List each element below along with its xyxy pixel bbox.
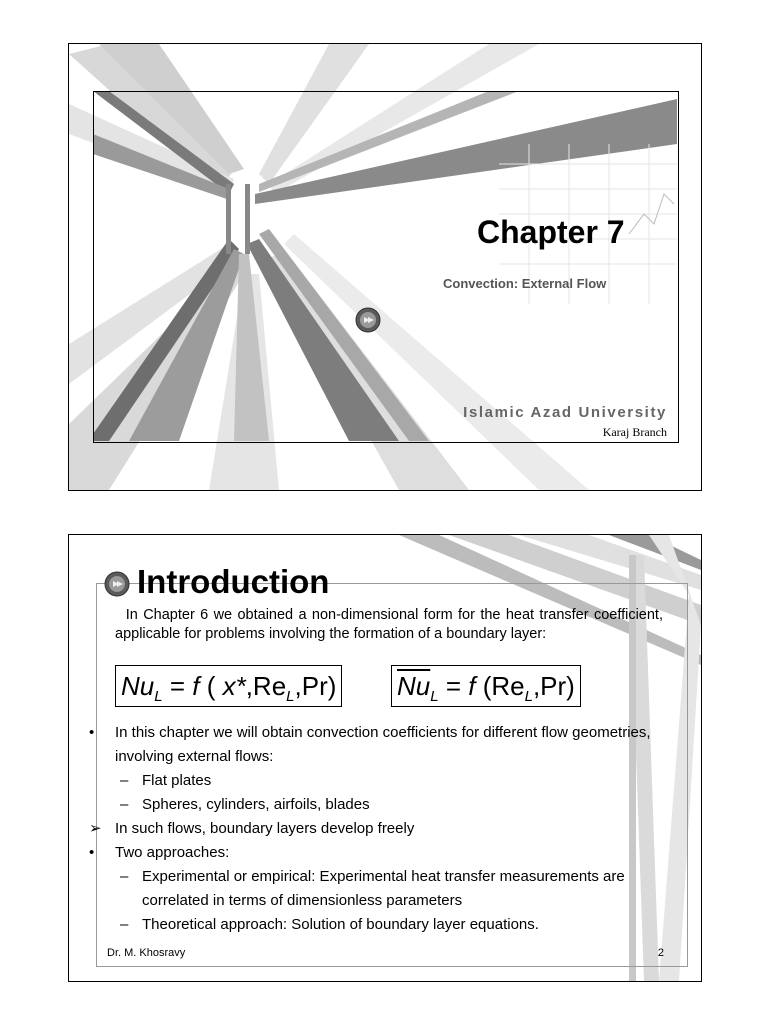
chapter-subtitle: Convection: External Flow xyxy=(443,276,607,291)
list-item: ➢ In such flows, boundary layers develop freely xyxy=(87,817,687,841)
bullet-marker: – xyxy=(120,772,129,789)
list-item: • Two approaches: xyxy=(87,841,687,865)
list-item: – Flat plates xyxy=(87,769,687,793)
arrow-circle-icon xyxy=(104,571,130,597)
bullet-marker: – xyxy=(120,916,129,933)
intro-paragraph: In Chapter 6 we obtained a non-dimensional form for the heat transfer coefficient, applicable for problems involving the formation of a boundary layer: xyxy=(115,607,663,642)
equation-local: $Nu_L = f$ ( $x*,Re_L,Pr$) xyxy=(115,665,342,707)
bullet-marker: • xyxy=(89,844,95,861)
page-number: 2 xyxy=(657,947,664,959)
title-frame xyxy=(93,91,679,443)
bullet-list xyxy=(87,721,687,937)
bullet-marker: – xyxy=(120,796,129,813)
list-item: • In this chapter we will obtain convection coefficients for different flow geometries, involving external flows: xyxy=(87,721,687,769)
content-slide xyxy=(68,534,702,982)
list-item: – Theoretical approach: Solution of boundary layer equations. xyxy=(87,913,687,937)
equation-average: $\overline{Nu}_L = f$ $(Re_L,Pr)$ xyxy=(391,665,581,707)
branch-name: Karaj Branch xyxy=(602,425,667,439)
title-slide xyxy=(68,43,702,491)
footer-author: Dr. M. Khosravy xyxy=(107,947,186,959)
chapter-title: Chapter 7 xyxy=(477,214,625,250)
bullet-marker: – xyxy=(120,868,129,885)
list-item: – Spheres, cylinders, airfoils, blades xyxy=(87,793,687,817)
arrow-bullet-icon: ➢ xyxy=(89,820,102,837)
arrow-circle-icon xyxy=(355,307,381,333)
list-item: – Experimental or empirical: Experimental heat transfer measurements are correlated in terms of dimensionless parameters xyxy=(87,865,687,913)
slide-title: Introduction xyxy=(137,563,330,600)
bullet-marker: • xyxy=(89,724,95,741)
university-name: Islamic Azad University xyxy=(463,404,667,421)
